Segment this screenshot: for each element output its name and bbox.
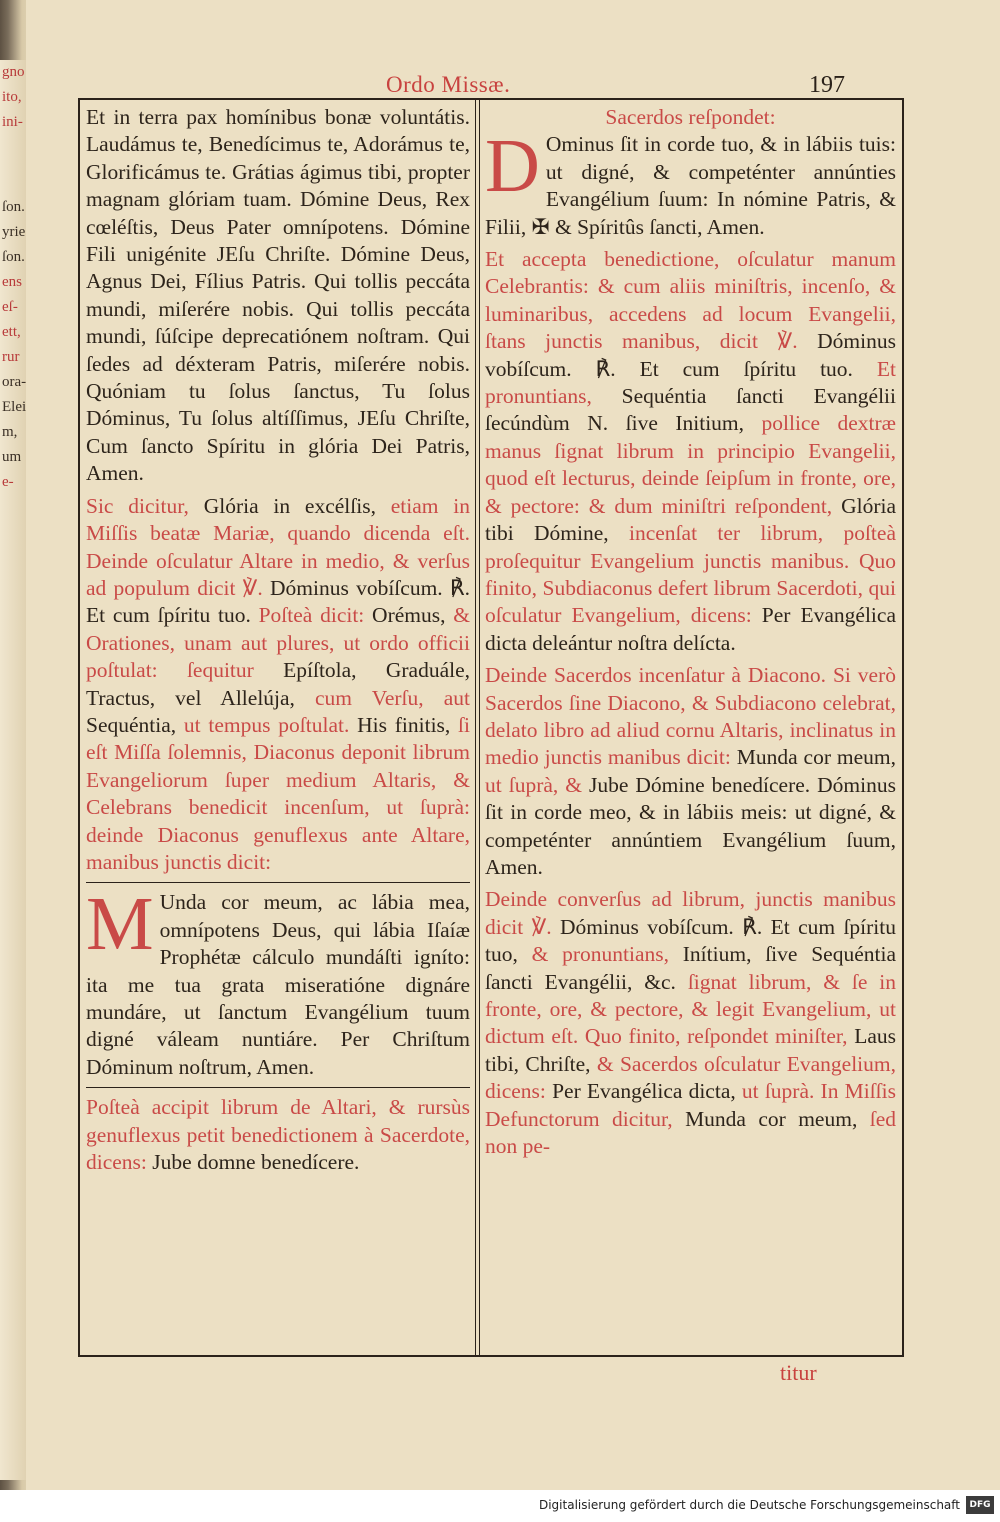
- margin-fragment: ora-: [2, 374, 27, 390]
- margin-fragment: um: [2, 449, 22, 465]
- column-rule: [475, 100, 480, 1355]
- rubric-text: Et pronuntians,: [485, 356, 896, 409]
- prayer-text: Jube domne benedícere.: [152, 1150, 360, 1175]
- rubric-text: ſignat librum, & ſe in fronte, ore, & pectore, & legit Evangelium, ut dictum eſt. Quo finito, reſpondet miniſter,: [485, 969, 896, 1049]
- footer-bar: [0, 1490, 1000, 1522]
- rubric-text: Deinde Sacerdos incenſatur à Diacono. Si verò Sacerdos ſine Diacono, & Subdiacono celebrat, delato libro ad aliud cornu Altaris, inclinatus in medio junctis manibus dicit:: [485, 663, 896, 770]
- prayer-text: Dóminus vobíſcum. ℟. Et cum ſpíritu tuo,: [485, 914, 896, 967]
- prayer-text: Glória tibi Dómine,: [485, 493, 896, 546]
- prayer-text: Sequéntia,: [86, 712, 177, 737]
- prayer-text: Ominus ſit in corde tuo, & in lábiis tuis: ut digné, & competénter annúnties Evangélium ſuum: In nómine Patris, & Filii, ✠ & Spíritûs ſancti, Amen.: [485, 132, 896, 239]
- rubric-text: ut ſuprà, &: [485, 772, 589, 797]
- rubric-text: etiam in Miſſis beatæ Mariæ, quando dicenda eſt. Deinde oſculatur Altare in medio, & verſus ad populum dicit ℣.: [86, 493, 470, 600]
- prayer-text: Dóminus vobíſcum. ℟. Et cum ſpíritu tuo.: [86, 575, 470, 628]
- margin-fragment: ſon.: [2, 249, 25, 265]
- dominus-prayer: [485, 124, 896, 241]
- dfg-logo-icon: DFG: [966, 1496, 994, 1514]
- catchword: titur: [780, 1360, 817, 1385]
- margin-fragment: rur: [2, 349, 20, 365]
- drop-cap: M: [86, 882, 154, 967]
- prayer-text: Per Evangélica dicta deleántur noſtra delícta.: [485, 603, 896, 655]
- margin-fragment: ett,: [2, 324, 21, 340]
- running-head: Ordo Missæ.: [386, 72, 511, 97]
- margin-fragment: e-: [2, 474, 14, 490]
- prayer-text: Munda cor meum,: [685, 1106, 858, 1131]
- margin-fragment: m,: [2, 424, 18, 440]
- section-rule: [86, 1087, 470, 1088]
- rubric-paragraph: [485, 886, 896, 1160]
- book-page: [26, 0, 1000, 1490]
- prayer-text: Munda cor meum,: [736, 745, 896, 770]
- prayer-text: Unda cor meum, ac lábia mea, omnípotens Deus, qui lábia Iſaíæ Prophétæ cálculo mundáſti igníto: ita me tua grata miseratióne dignáre mundáre, ut ſanctum Evangélium tuum digné váleam nuntiáre. Per Chriſtum Dóminum noſtrum, Amen.: [86, 890, 470, 1079]
- margin-fragment: ens: [2, 274, 22, 290]
- facing-page-edge: [0, 60, 27, 1480]
- rubric-text: Poſteà dicit:: [250, 603, 373, 628]
- text-frame: [78, 98, 904, 1357]
- rubric-heading: Sacerdos reſpondet:: [605, 105, 776, 129]
- rubric-paragraph: [86, 493, 470, 877]
- rubric-paragraph: [86, 1094, 470, 1176]
- right-column: [485, 104, 896, 1165]
- margin-fragment: eſ-: [2, 299, 18, 315]
- rubric-text: Poſteà accipit librum de Altari, & rursùs genuflexus petit benedictionem à Sacerdote, dicens:: [86, 1095, 470, 1175]
- rubric-text: cum Verſu, aut: [294, 685, 470, 710]
- margin-fragment: ini-: [2, 114, 23, 130]
- prayer-text: Epíſtola, Graduále, Tractus, vel Allelúja,: [86, 658, 470, 710]
- prayer-text: Inítium, ſive Sequéntia ſancti Evangélii, &c.: [485, 942, 896, 994]
- rubric-text: & Orationes, unam aut plures, ut ordo officii poſtulat: ſequitur: [86, 603, 470, 683]
- rubric-text: ut ſuprà. In Miſſis Defunctorum dicitur,: [485, 1079, 896, 1131]
- margin-fragment: yrie: [2, 224, 26, 240]
- drop-cap: D: [485, 124, 540, 209]
- rubric-paragraph: [485, 246, 896, 657]
- rubric-text: & Sacerdos oſculatur Evangelium, dicens:: [485, 1051, 896, 1104]
- rubric-text: ſed non pe-: [485, 1106, 896, 1159]
- prayer-text: Sequéntia ſancti Evangélii ſecúndùm N. ſive Initium,: [485, 384, 896, 436]
- rubric-paragraph: [485, 662, 896, 881]
- prayer-text: His finitis,: [357, 712, 451, 737]
- rubric-text: Et accepta benedictione, oſculatur manum Celebrantis: & cum aliis miniſtris, incenſo, & luminaribus, accedens ad locum Evangelii, ſtans junctis manibus, dicit ℣.: [485, 247, 896, 354]
- rubric-text: incenſat ter librum, poſteà proſequitur Evangelium junctis manibus. Quo finito, Subdiaconus defert librum Sacerdoti, qui oſculatur Evangelium, dicens:: [485, 521, 896, 628]
- prayer-text: Dóminus vobíſcum. ℟. Et cum ſpíritu tuo.: [485, 329, 896, 381]
- margin-fragment: gno: [2, 64, 25, 80]
- munda-cor-prayer: [86, 882, 470, 1081]
- gloria-text: Et in terra pax homínibus bonæ voluntátis. Laudámus te, Benedícimus te, Adorámus te, Glorificámus te. Grátias ágimus tibi, propter magnam glóriam tuam. Dómine Deus, Rex cœléſtis, Deus Pater omnípotens. Dómine Fili unigénite JEſu Chriſte. Dómine Deus, Agnus Dei, Fílius Patris. Qui tollis peccáta mundi, miſerére nobis. Qui tollis peccáta mundi, ſúſcipe deprecatiónem noſtram. Qui ſedes ad déxteram Patris, miſerére nobis. Quóniam tu ſolus ſanctus, Tu ſolus Dóminus, Tu ſolus altíſſimus, JEſu Chriſte, Cum ſancto Spíritu in glória Dei Patris, Amen.: [86, 105, 470, 486]
- prayer-text: Per Evangélica dicta,: [552, 1079, 736, 1104]
- rubric-text: Deinde converſus ad librum, junctis manibus dicit ℣.: [485, 887, 896, 939]
- rubric-text: Sic dicitur,: [86, 493, 204, 518]
- rubric-text: & pronuntians,: [517, 942, 683, 967]
- margin-fragment: Elei: [2, 399, 27, 415]
- left-column: [86, 104, 470, 1181]
- funding-credit: Digitalisierung gefördert durch die Deutsche Forschungsgemeinschaft: [538, 1498, 960, 1512]
- page-number: 197: [809, 72, 845, 98]
- prayer-text: Glória in excélſis,: [203, 493, 376, 518]
- rubric-text: ut tempus poſtulat.: [176, 712, 358, 737]
- rubric-text: ſi eſt Miſſa ſolemnis, Diaconus deponit librum Evangeliorum ſuper medium Altaris, & Celebrans benedicit incenſum, ut ſuprà: deinde Diaconus genuflexus ante Altare, manibus junctis dicit:: [86, 712, 470, 874]
- prayer-text: Laus tibi, Chriſte,: [485, 1024, 896, 1076]
- rubric-text: pollice dextræ manus ſignat librum in principio Evangelii, quod eſt lecturus, deinde ſeipſum in fronte, ore, & pectore: & dum miniſtri reſpondent,: [485, 411, 896, 518]
- prayer-text: Orémus,: [372, 603, 446, 628]
- margin-fragment: ito,: [2, 89, 22, 105]
- prayer-text: Jube Dómine benedícere. Dóminus ſit in corde meo, & in lábiis meis: ut digné, & competénter annúntiem Evangélium ſuum, Amen.: [485, 772, 896, 879]
- margin-fragment: ſon.: [2, 199, 25, 215]
